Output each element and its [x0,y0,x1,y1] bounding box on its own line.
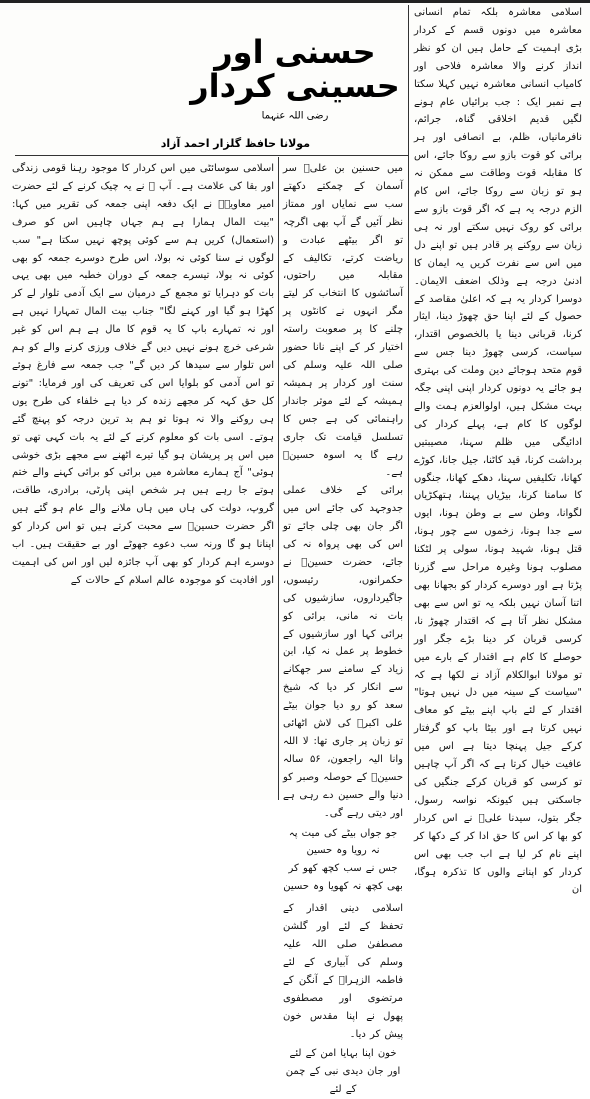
poem-1-line-2: جس نے سب کچھ کھو کر بھی کچھ نہ کھویا وہ حسین [283,863,403,893]
column-divider-header [15,155,408,156]
poem-2-line-2: اور جان دیدی نبی کے چمن کے لئے [285,1066,401,1096]
article-title-text: حسنی اور حسینی کردار [190,33,400,105]
poem-1-line-1: جو جواں بیٹے کی میت پہ نہ رویا وہ حسین [288,827,398,857]
column-1-paragraph: اسلامی معاشرہ بلکہ تمام انسانی معاشرہ میں دونوں قسم کے کردار بڑی اہمیت کے حامل ہیں ان کو نظر انداز کرنے والا معاشرہ فلاحی اور کامیاب انسانی معاشرہ نہیں کہلا سکتا ہے نمبر ایک : جب برائیاں عام ہونے لگیں قدیم اخلاقی گناہ، جرائم، نافرمانیاں، ظلم، بے انصافی اور ہر برائی کو قوت بازو سے روکا جائے، اس کا مقابلہ قوت وطاقت سے ممکن نہ ہو تو زبان سے روکا جائے، اس کام الزم درجہ یہ ہے کہ اگر قوت بازو سے برائی کو روک نہیں سکتے اور نہ ہی زبان سے روکنے پر قادر ہیں تو اپنے دل میں اس سے نفرت کریں یہ ایمان کا ادنیٰ درجہ ہے وذلک اضعف الایمان۔ دوسرا کردار یہ ہے کہ اعلیٰ مقاصد کے حصول کے لئے اپنا حق چھوڑ دینا، ایثار کرنا، قربانی دینا یا بالخصوص اقتدار، سیاست، کرسی چھوڑ دینا جس سے قوم متحد ہوجائے دین وملت کی بہتری ہو جائے یہ دونوں کردار اپنی اپنی جگہ بہت مشکل ہیں، اولوالعزم ہمت والے لوگوں کا کام ہے، پہلے کردار کی ادائیگی میں ظلم سہنا، مصیبتیں برداشت کرنا، قید کاٹنا، جیل جانا، کوڑے کھانا، تکلیفیں سہنا، دھکے کھانا، جنگوں کا سامنا کرنا، بیڑیاں پہننا، ہتھکڑیاں لگوانا، وطن سے بے وطن ہونا، ایوں سے جدا ہونا، زخموں سے چور ہونا، قتل ہونا، شہید ہونا، سولی پر لٹکنا مصلوب ہونا وغیرہ مراحل سے گزرنا پڑتا ہے اور دوسرے کردار کو بجھانا بھی اتنا آسان نہیں بلکہ یہ تو اس سے بھی مشکل نظر آتا ہے کہ اقتدار چھوڑ نا، کرسی قربان کر دینا بڑے جگر اور حوصلے کا کام ہے اقتدار کے بارے میں تو مولانا ابوالکلام آزاد نے لکھا ہے کہ "سیاست کے سینہ میں دل نہیں ہوتا" اقتدار کے لئے باپ اپنے بیٹے کو معاف نہیں کرتا ہے اور بیٹا باپ کو گرفتار کرکے جیل پہنچا دیتا ہے اس میں عافیت خیال کرتا ہے کہ اگر آپ چاہیں تو کرسی کو قربان کرکے جنگیں کی جاسکتی ہیں کیونکہ نواسہ رسول، جگر بتول، سیدنا علیؓ نے اس کردار کو بھا کر اس کا حق ادا کر کے دکھا کر اپنے نام کر لیا ہے اب جب بھی اس کردار کو اپنانے والوں کا تذکرہ ہوگا، ان [414,7,582,896]
article-title [180,33,410,122]
column-2 [283,160,403,1096]
column-divider-right [408,5,409,800]
column-divider-middle [278,157,279,800]
article-author: مولانا حافظ گلزار احمد آزاد [160,137,310,150]
column-3-paragraph: اسلامی سوسائٹی میں اس کردار کا موجود رہنا قومی زندگی اور بقا کی علامت ہے۔ آپ ؓ نے یہ چیک کرنے کے لئے حضرت امیر معاویہؓ نے ایک دفعہ اپنی جمعہ کی تقریر میں کہا: "بیت المال ہمارا ہے ہم جہاں چاہیں اس کو صرف (استعمال) کریں ہم سے کوئی پوچھ نہیں سکتا ہے" سب لوگوں نے سنا کوئی نہ بولا، اس طرح دوسرے جمعہ کو بھی کوئی نہ بولا، تیسرے جمعہ کے دوران خطبہ میں بھی یہی بات کو دہرایا تو مجمع کے درمیان سے ایک آدمی تلوار لے کر کھڑا ہو گیا اور کہنے لگا" جناب بیت المال تمہارا نہیں ہے اور نہ تمہارے باپ کا یہ قوم کا مال ہے ہم اس کو غیر شرعی خرچ ہونے نہیں دیں گے خلاف ورزی کرنے والے کو ہم اس تلوار سے سیدھا کر دیں گے" جب جمعہ سے فارغ ہوئے تو اس آدمی کو بلوایا اس کی تعریف کی اور فرمایا: "تونے کل حق کہہ کر مجھے زندہ کر دیا ہے خلفاء کی طرح یوں ہی روکنے والا نہ ہوتا تو ہم بد ترین درجہ کو پہنچ گئے ہوتے۔ اسی بات کو معلوم کرنے کے لئے یہ بات کہی تھی تو میں اس پر پریشان ہو گیا تیرے اٹھنے سے مجھے بڑی خوشی ہوئی" آج ہمارے معاشرہ میں برائی کو برائی کہنے والے ختم ہوتے جا رہے ہیں ہر شخص اپنی پارٹی، برادری، طاقت، گروپ، دولت کی ہاں میں ہاں ملانے والے عام ہو گئے ہیں اگر حضرت حسینؓ سے محبت کرتے ہیں تو اس کردار کو اپنانا ہو گا ورنہ سب دعوے جھوٹے اور بے حقیقت ہیں۔ اب دوسرے اہم کردار کو بھی آپ جائزہ لیں اور اس کی اہمیت اور افادیت کو موجودہ عالم اسلام کے حالات کے [12,163,274,586]
poem-2 [283,1045,403,1099]
column-2-paragraph-2: برائی کے خلاف عملی جدوجہد کی جائے اس میں اگر جان بھی چلی جائے تو اس کی بھی پرواہ نہ کی جائے، حضرت حسینؓ نے حکمرانوں، رئیسوں، جاگیرداروں، سازشیوں کی بات نہ مانی، برائی کو برائی کہا اور سازشیوں کے خطوط پر عمل نہ کیا، ابن زیاد کے سامنے سر جھکانے سے انکار کر دیا کہ شیخ سعد کو رو دیا جوان بیٹے علی اکبرؓ کی لاش اٹھائی تو زبان پر جاری تھا: لا اللہ وانا الیہ راجعون، ۵۶ سالہ حسینؓ کے حوصلہ وصبر کو دنیا والے حسین دے رہی ہے اور دیتی رہے گی۔ [283,485,403,819]
column-1 [414,4,582,896]
top-rule [0,0,590,3]
poem-1 [283,825,403,897]
poem-2-line-1: خون اپنا بہایا امن کے لئے [289,1048,397,1060]
title-honorific: رضی اللہ عنہما [261,110,329,122]
column-3 [12,160,274,800]
column-2-paragraph-3: اسلامی دینی اقدار کے تحفظ کے لئے اور گلشن مصطفیٰ صلی اللہ علیہ وسلم کی آبیاری کے لئے فاطمہ الزہراؓ کے آنگن کے مرتضوی اور مصطفوی پھول نے اپنا مقدس خون پیش کر دیا۔ [283,903,403,1040]
column-2-paragraph-1: میں حسنین بن علیؓ سر آسمان کے چمکتے دکھتے سب سے نمایاں اور ممتاز نظر آئیں گے آپ بھی اگرچہ تو اگر بیٹھے عبادت و ریاضت کرتے، تکالیف کے مقابلہ میں راحتوں، آسائشوں کا انتخاب کر لیتے مگر انہوں نے کانٹوں پر چلنے کا پر صعوبت راستہ اختیار کر کے اپنے نانا حضور صلی اللہ علیہ وسلم کی سنت اور کردار پر ہمیشہ ہمیشہ کے لئے موثر جاندار راہنمائی کی ہے جس کا تسلسل قیامت تک جاری رہے گا یہ اسوہ حسینؓ ہے۔ [283,163,403,479]
